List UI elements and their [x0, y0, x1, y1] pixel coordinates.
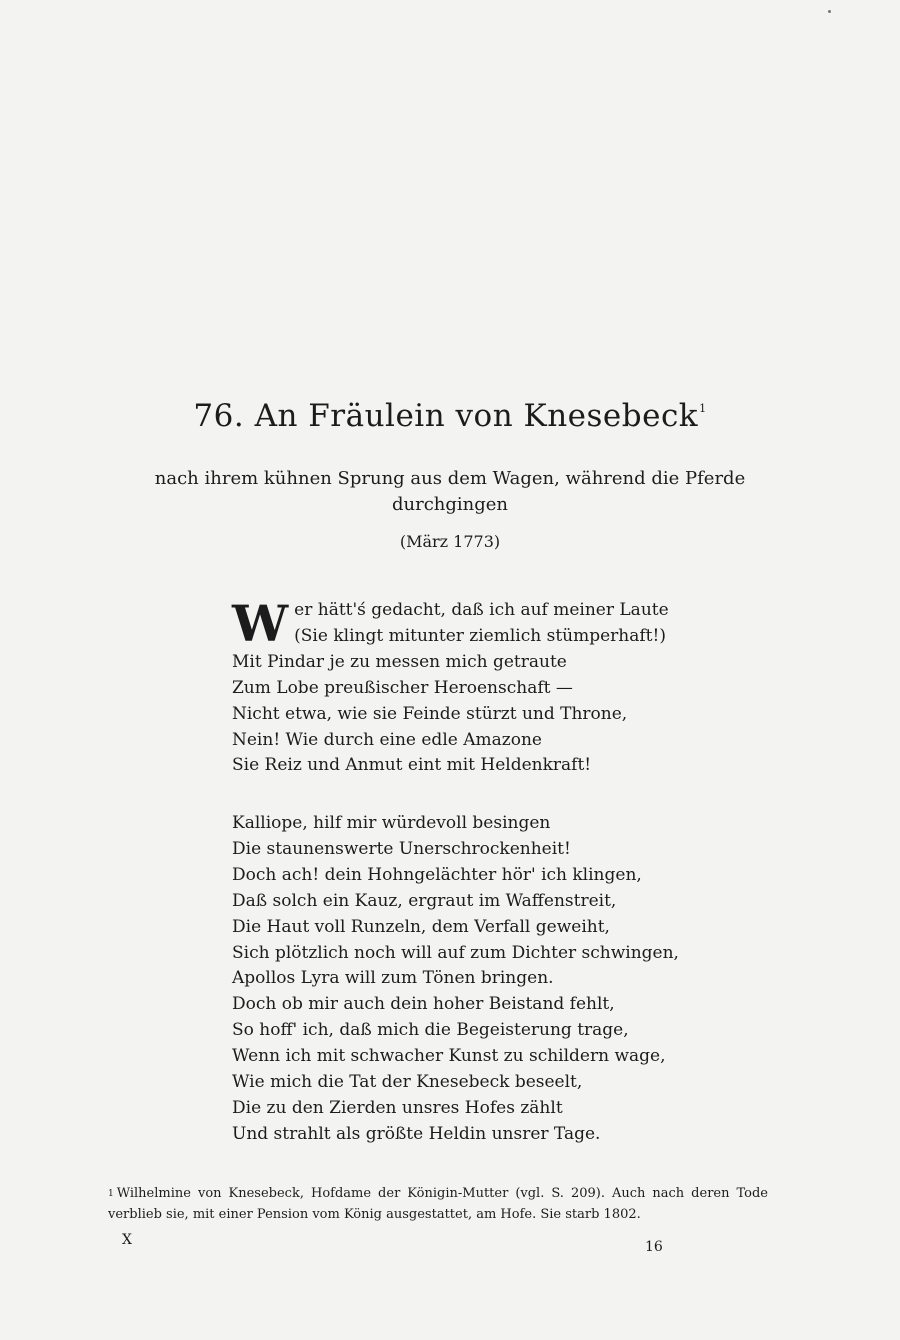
verse-line: Die staunenswerte Unerschrockenheit!: [232, 838, 571, 859]
verse-line: (Sie klingt mitunter ziemlich stümperhaft!): [294, 625, 666, 646]
verse-line: Sich plötzlich noch will auf zum Dichter schwingen,: [232, 942, 679, 963]
verse-line: Apollos Lyra will zum Tönen bringen.: [232, 968, 554, 989]
verse-line: Wie mich die Tat der Knesebeck beseelt,: [232, 1072, 583, 1093]
verse-line: Die Haut voll Runzeln, dem Verfall geweiht,: [232, 916, 610, 937]
title-footnote-mark: 1: [699, 402, 707, 415]
stanza-1: [232, 594, 732, 779]
paper-speck: [828, 10, 831, 13]
signature-mark: X: [122, 1232, 132, 1248]
page-number: 16: [645, 1239, 663, 1255]
poem-date: (März 1773): [399, 532, 501, 551]
verse-line: Und strahlt als größte Heldin unsrer Tage.: [232, 1123, 601, 1144]
verse-line: Doch ach! dein Hohngelächter hör' ich klingen,: [232, 864, 642, 885]
verse-line: So hoff' ich, daß mich die Begeisterung trage,: [232, 1020, 629, 1041]
verse-line: Mit Pindar je zu messen mich getraute: [232, 651, 567, 672]
verse-line: Wenn ich mit schwacher Kunst zu schildern wage,: [232, 1046, 666, 1067]
footnote-mark: 1: [108, 1189, 114, 1199]
footnote-text: Wilhelmine von Knesebeck, Hofdame der Königin-Mutter (vgl. S. 209). Auch nach deren Tode verblieb sie, mit einer Pension vom König ausgestattet, am Hofe. Sie starb 1802.: [108, 1186, 768, 1222]
poem-number: 76.: [193, 398, 245, 434]
poem-subtitle: nach ihrem kühnen Sprung aus dem Wagen, während die Pferde durchgingen: [154, 468, 746, 515]
stanza-2: [232, 811, 732, 1148]
poem-title: [0, 398, 900, 434]
verse-line: Zum Lobe preußischer Heroenschaft —: [232, 677, 573, 698]
verse-line: Sie Reiz und Anmut eint mit Heldenkraft!: [232, 755, 592, 776]
footnote: [108, 1183, 768, 1225]
verse-line: er hätt'ś gedacht, daß ich auf meiner Laute: [294, 600, 669, 620]
verse-line: Nicht etwa, wie sie Feinde stürzt und Throne,: [232, 703, 628, 724]
verse-line: Nein! Wie durch eine edle Amazone: [232, 729, 542, 750]
drop-cap: W: [232, 594, 289, 653]
verse-line: Daß solch ein Kauz, ergraut im Waffenstreit,: [232, 890, 617, 911]
poem-title-text: An Fräulein von Knesebeck: [254, 398, 699, 434]
verse-line: Doch ob mir auch dein hoher Beistand fehlt,: [232, 994, 615, 1015]
verse-line: Kalliope, hilf mir würdevoll besingen: [232, 813, 551, 833]
verse-line: Die zu den Zierden unsres Hofes zählt: [232, 1097, 563, 1118]
